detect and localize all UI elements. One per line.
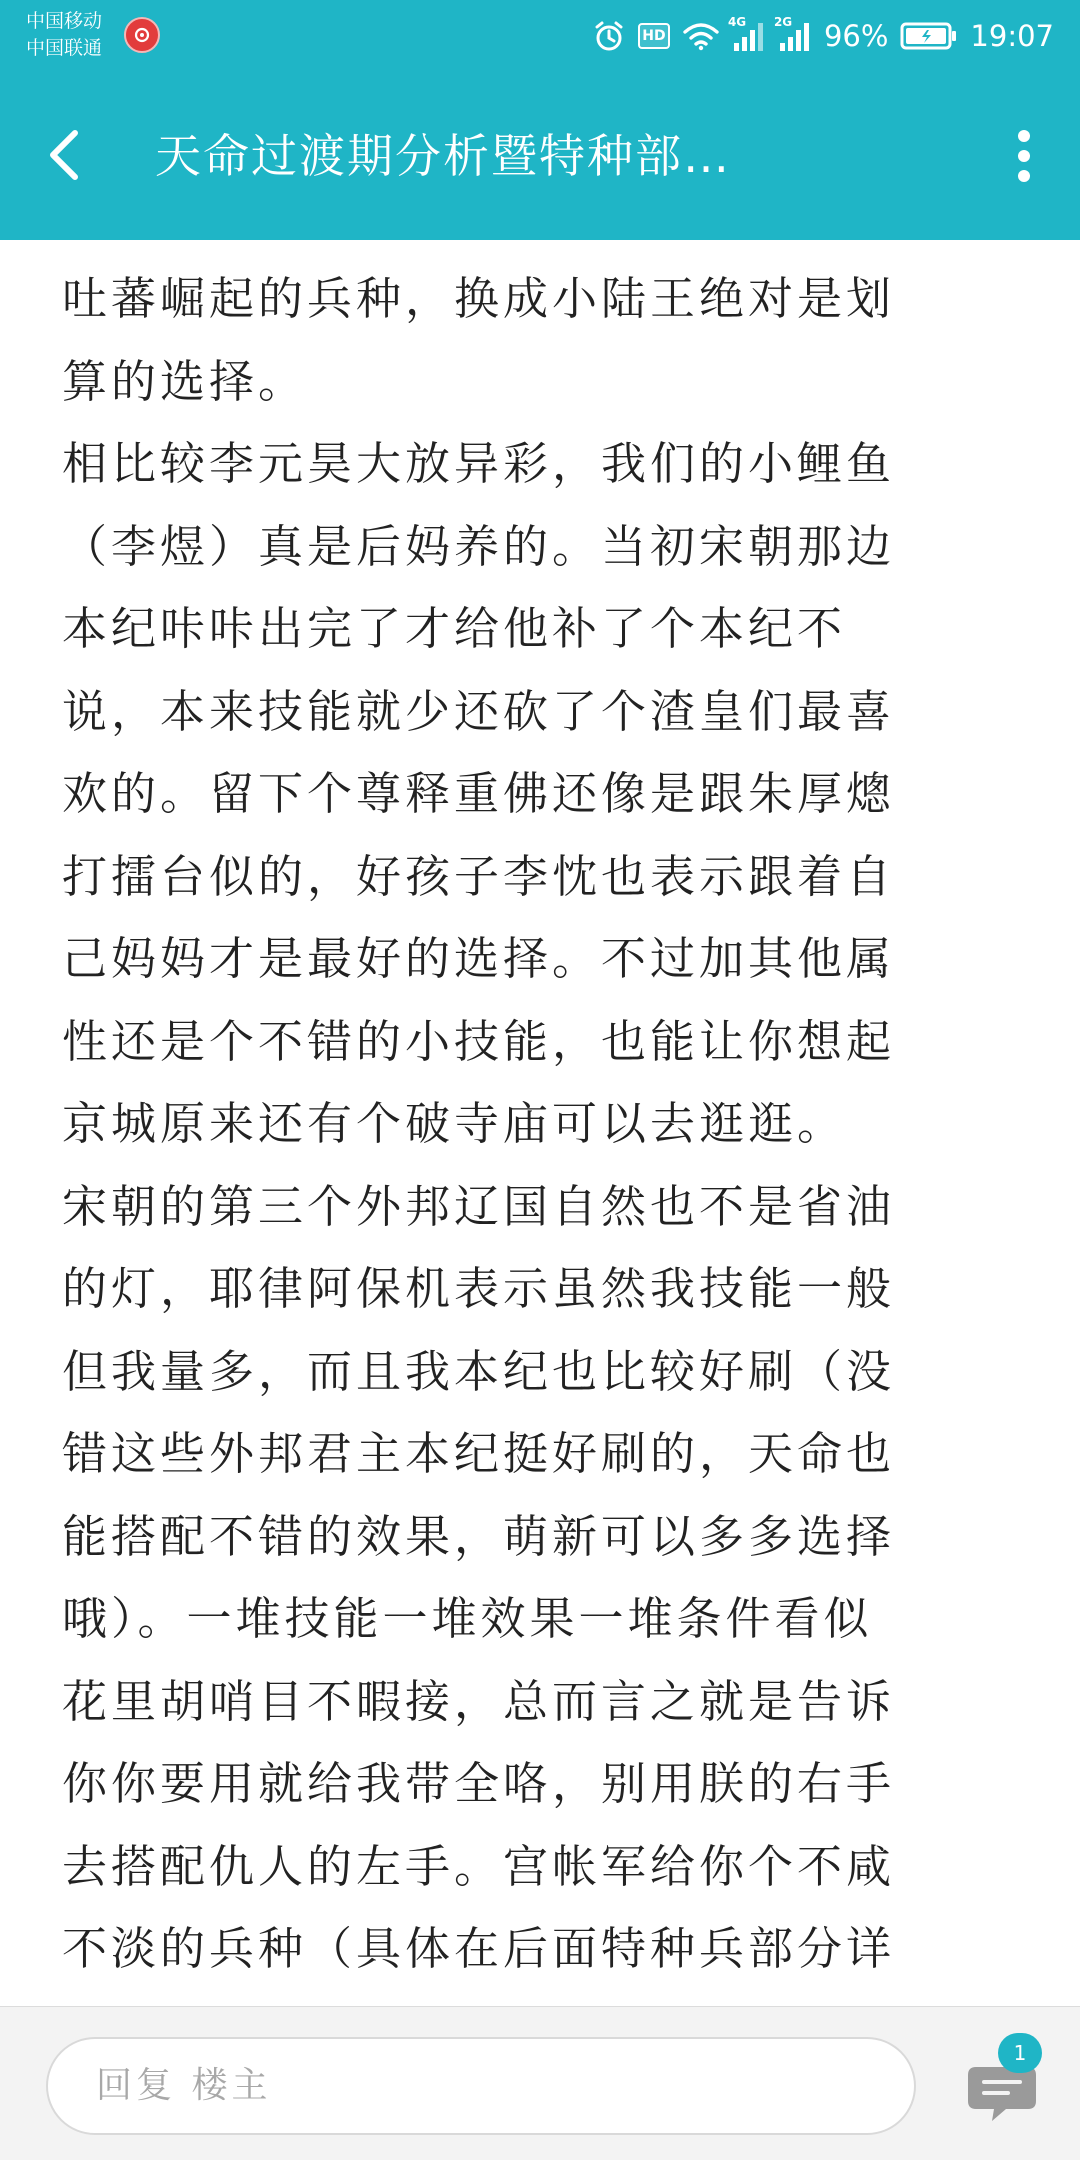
article-line: 算的选择。 xyxy=(62,354,308,408)
article-line: 欢的。留下个尊释重佛还像是跟朱厚熜 xyxy=(62,767,896,820)
network-type-2: 2G xyxy=(773,15,793,29)
article-line: 性还是个不错的小技能，也能让你想起 xyxy=(62,1014,896,1068)
signal-icon-2 xyxy=(773,15,812,51)
wifi-icon xyxy=(682,21,720,51)
article-line: 去搭配仇人的左手。宫帐军给你个不咸 xyxy=(62,1839,896,1893)
netease-music-icon xyxy=(124,17,160,53)
status-icons xyxy=(592,14,1054,58)
more-button[interactable] xyxy=(994,118,1054,194)
article-line: 相比较李元昊大放异彩，我们的小鲤鱼 xyxy=(62,437,896,490)
page-title: 天命过渡期分析暨特种部… xyxy=(155,129,731,183)
article-line: 宋朝的第三个外邦辽国自然也不是省油 xyxy=(62,1179,896,1233)
article-line: 错这些外邦君主本纪挺好刷的，天命也 xyxy=(62,1427,896,1480)
carrier-1: 中国移动 xyxy=(26,10,103,32)
reply-placeholder: 回复 楼主 xyxy=(96,2065,272,2106)
article-line: 花里胡哨目不暇接，总而言之就是告诉 xyxy=(62,1674,896,1728)
network-type-1: 4G xyxy=(727,15,747,29)
hd-icon: HD xyxy=(638,23,670,49)
comment-count-badge: 1 xyxy=(998,2033,1042,2073)
alarm-icon xyxy=(592,19,626,53)
article-line: 说，本来技能就少还砍了个渣皇们最喜 xyxy=(62,684,896,738)
carrier-names xyxy=(26,8,102,62)
article-line: 哦）。一堆技能一堆效果一堆条件看似 xyxy=(62,1592,873,1645)
app-bar xyxy=(0,0,1080,240)
battery-percent: 96% xyxy=(823,19,889,53)
battery-icon xyxy=(900,22,958,50)
article-line: 能搭配不错的效果，萌新可以多多选择 xyxy=(62,1509,896,1563)
signal-icon-1 xyxy=(727,15,766,51)
article-line: 吐蕃崛起的兵种，换成小陆王绝对是划 xyxy=(62,272,896,325)
article-line: 不淡的兵种（具体在后面特种兵部分详 xyxy=(62,1922,896,1975)
carrier-2: 中国联通 xyxy=(26,37,103,59)
article-line: 京城原来还有个破寺庙可以去逛逛。 xyxy=(62,1097,847,1150)
post-content[interactable] xyxy=(0,240,1080,2006)
reply-input[interactable] xyxy=(46,2037,916,2135)
article-text xyxy=(62,258,1022,2073)
article-line: 己妈妈才是最好的选择。不过加其他属 xyxy=(62,932,896,985)
back-button[interactable] xyxy=(30,120,100,190)
article-line: 打擂台似的，好孩子李忱也表示跟着自 xyxy=(62,849,896,903)
article-line: （李煜）真是后妈养的。当初宋朝那边 xyxy=(62,519,896,573)
chevron-left-icon xyxy=(45,129,85,181)
article-line: 本纪咔咔出完了才给他补了个本纪不 xyxy=(62,602,847,655)
clock: 19:07 xyxy=(970,19,1054,53)
article-line: 但我量多，而且我本纪也比较好刷（没 xyxy=(62,1344,896,1398)
article-line: 的灯，耶律阿保机表示虽然我技能一般 xyxy=(62,1262,896,1315)
reply-bar xyxy=(0,2006,1080,2160)
more-vertical-icon xyxy=(1016,129,1032,183)
status-bar xyxy=(0,0,1080,74)
article-line: 你你要用就给我带全咯，别用朕的右手 xyxy=(62,1757,896,1810)
